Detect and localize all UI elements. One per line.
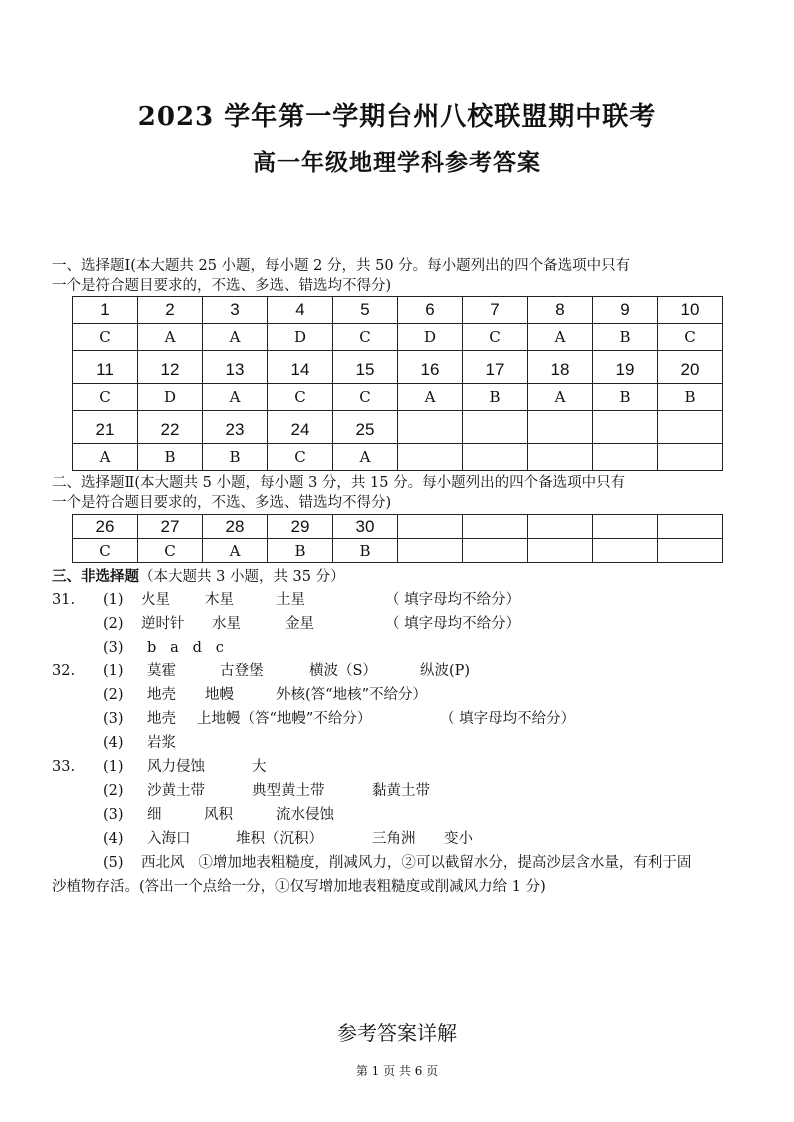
answer-cell: A	[138, 324, 203, 351]
question-number: 12	[138, 351, 203, 384]
question-number: 11	[73, 351, 138, 384]
answer-cell: A	[333, 444, 398, 471]
question-number: 7	[463, 297, 528, 324]
empty-cell	[463, 515, 528, 539]
question-number: 18	[528, 351, 593, 384]
question-number: 21	[73, 411, 138, 444]
empty-cell	[463, 444, 528, 471]
answer-text: 入海口	[147, 831, 191, 847]
question-number: 9	[593, 297, 658, 324]
section1-heading	[52, 256, 752, 296]
empty-cell	[528, 515, 593, 539]
page-number: 第 1 页 共 6 页	[355, 1064, 439, 1078]
answer-text: 典型黄土带	[252, 783, 325, 799]
table-row	[73, 324, 723, 351]
answer-cell: A	[73, 444, 138, 471]
question-number: 1	[73, 297, 138, 324]
answer-cell: C	[463, 324, 528, 351]
question-number: 29	[268, 515, 333, 539]
answer-cell: B	[333, 539, 398, 563]
answer-cell: B	[593, 324, 658, 351]
answer-text: 岩浆	[147, 735, 176, 751]
sub-question-tag: (3)	[103, 711, 124, 727]
q32-line1	[0, 661, 794, 681]
sub-question-tag: (1)	[103, 663, 124, 679]
q32-line2	[0, 685, 794, 705]
sub-question-tag: (4)	[103, 831, 124, 847]
answer-cell: C	[333, 324, 398, 351]
answer-cell: A	[203, 539, 268, 563]
question-number: 26	[73, 515, 138, 539]
answer-text: 木星	[205, 592, 234, 608]
question-number: 3	[203, 297, 268, 324]
table-row	[73, 539, 723, 563]
section3-heading-title: 三、非选择题	[52, 568, 139, 585]
answer-cell: B	[203, 444, 268, 471]
question-number: 28	[203, 515, 268, 539]
question-number: 23	[203, 411, 268, 444]
grading-note: （ 填字母均不给分）	[385, 616, 521, 632]
question-number: 4	[268, 297, 333, 324]
section1-heading-line2: 一个是符合题目要求的，不选、多选、错选均不得分)	[52, 278, 392, 294]
detail-heading: 参考答案详解	[337, 1021, 457, 1045]
answer-cell: A	[203, 324, 268, 351]
empty-cell	[528, 539, 593, 563]
question-number: 14	[268, 351, 333, 384]
grading-note: （ 填字母均不给分）	[385, 592, 521, 608]
table-row	[73, 411, 723, 444]
question-number: 24	[268, 411, 333, 444]
question-number: 27	[138, 515, 203, 539]
answer-cell: D	[268, 324, 333, 351]
sub-question-tag: (2)	[103, 687, 124, 703]
answer-cell: C	[268, 444, 333, 471]
answer-text: b a d c	[147, 640, 224, 656]
answer-text: 变小	[444, 831, 473, 847]
question-number: 19	[593, 351, 658, 384]
answer-cell: C	[333, 384, 398, 411]
answer-cell: C	[268, 384, 333, 411]
empty-cell	[398, 539, 463, 563]
sub-question-tag: (1)	[103, 759, 124, 775]
empty-cell	[658, 539, 723, 563]
answer-text: 火星	[141, 592, 170, 608]
answer-cell: B	[658, 384, 723, 411]
page-title: 2023 学年第一学期台州八校联盟期中联考	[137, 102, 657, 132]
empty-cell	[658, 444, 723, 471]
question-number: 20	[658, 351, 723, 384]
q33-line5	[0, 853, 794, 873]
section2-heading	[52, 473, 752, 513]
answer-text: 沙植物存活。(答出一个点给一分，①仅写增加地表粗糙度或削减风力给 1 分)	[52, 879, 546, 895]
grading-note: （ 填字母均不给分）	[440, 711, 576, 727]
answer-text: 水星	[212, 616, 241, 632]
q32-line4	[0, 733, 794, 753]
q33-line4	[0, 829, 794, 849]
answer-cell: C	[138, 539, 203, 563]
question-number: 22	[138, 411, 203, 444]
answer-cell: C	[73, 384, 138, 411]
section2-answer-table	[72, 514, 723, 563]
section1-answer-table	[72, 296, 723, 471]
q32-line3	[0, 709, 794, 729]
question-number: 13	[203, 351, 268, 384]
answer-text: 流水侵蚀	[276, 807, 334, 823]
answer-text: 金星	[285, 616, 314, 632]
empty-cell	[463, 411, 528, 444]
question-number: 17	[463, 351, 528, 384]
empty-cell	[528, 444, 593, 471]
answer-text: 细	[147, 807, 162, 823]
answer-cell: A	[528, 384, 593, 411]
table-row	[73, 384, 723, 411]
answer-cell: A	[528, 324, 593, 351]
answer-cell: C	[658, 324, 723, 351]
question-number: 16	[398, 351, 463, 384]
empty-cell	[593, 539, 658, 563]
answer-text: 沙黄土带	[147, 783, 205, 799]
empty-cell	[593, 411, 658, 444]
answer-cell: B	[138, 444, 203, 471]
answer-cell: B	[268, 539, 333, 563]
question-number: 33.	[52, 759, 76, 775]
sub-question-tag: (3)	[103, 640, 124, 656]
q33-line2	[0, 781, 794, 801]
empty-cell	[398, 444, 463, 471]
table-row	[73, 515, 723, 539]
answer-text: 横波（S）	[309, 663, 377, 679]
answer-cell: B	[593, 384, 658, 411]
sub-question-tag: (1)	[103, 592, 124, 608]
answer-text: 西北风 ①增加地表粗糙度，削减风力，②可以截留水分，提高沙层含水量，有利于固	[141, 855, 692, 871]
answer-text: 逆时针	[141, 616, 185, 632]
answer-cell: D	[138, 384, 203, 411]
table-row	[73, 297, 723, 324]
question-number: 32.	[52, 663, 76, 679]
section3-heading	[52, 567, 752, 587]
sub-question-tag: (5)	[103, 855, 124, 871]
empty-cell	[593, 444, 658, 471]
question-number: 15	[333, 351, 398, 384]
question-number: 2	[138, 297, 203, 324]
empty-cell	[528, 411, 593, 444]
empty-cell	[398, 411, 463, 444]
answer-text: 地幔	[205, 687, 234, 703]
answer-text: 土星	[276, 592, 305, 608]
empty-cell	[398, 515, 463, 539]
empty-cell	[593, 515, 658, 539]
answer-text: 外核(答“地核”不给分）	[276, 687, 427, 703]
empty-cell	[463, 539, 528, 563]
answer-text: 上地幔（答“地幔”不给分）	[197, 711, 372, 727]
sub-question-tag: (2)	[103, 616, 124, 632]
q33-line3	[0, 805, 794, 825]
answer-cell: A	[398, 384, 463, 411]
sub-question-tag: (4)	[103, 735, 124, 751]
question-number: 31.	[52, 592, 76, 608]
question-number: 8	[528, 297, 593, 324]
page-subtitle: 高一年级地理学科参考答案	[253, 149, 541, 176]
question-number: 5	[333, 297, 398, 324]
q33-line6	[0, 877, 794, 897]
question-number: 6	[398, 297, 463, 324]
q31-line2	[0, 614, 794, 634]
answer-text: 地壳	[147, 687, 176, 703]
answer-cell: B	[463, 384, 528, 411]
question-number: 10	[658, 297, 723, 324]
answer-text: 纵波(P)	[420, 663, 471, 679]
q31-line1	[0, 590, 794, 610]
answer-cell: D	[398, 324, 463, 351]
section1-heading-line1: 一、选择题Ⅰ(本大题共 25 小题，每小题 2 分，共 50 分。每小题列出的四个备选项中只有	[52, 258, 631, 274]
question-number: 30	[333, 515, 398, 539]
answer-text: 风力侵蚀	[147, 759, 205, 775]
answer-text: 地壳	[147, 711, 176, 727]
answer-text: 莫霍	[147, 663, 176, 679]
sub-question-tag: (3)	[103, 807, 124, 823]
q31-line3	[0, 638, 794, 658]
table-row	[73, 444, 723, 471]
empty-cell	[658, 515, 723, 539]
q33-line1	[0, 757, 794, 777]
answer-text: 三角洲	[372, 831, 416, 847]
section2-heading-line1: 二、选择题Ⅱ(本大题共 5 小题，每小题 3 分，共 15 分。每小题列出的四个备选项中只有	[52, 475, 626, 491]
sub-question-tag: (2)	[103, 783, 124, 799]
answer-text: 堆积（沉积）	[236, 831, 323, 847]
empty-cell	[658, 411, 723, 444]
answer-cell: C	[73, 324, 138, 351]
section2-heading-line2: 一个是符合题目要求的，不选、多选、错选均不得分)	[52, 495, 392, 511]
answer-cell: A	[203, 384, 268, 411]
answer-cell: C	[73, 539, 138, 563]
answer-text: 黏黄土带	[372, 783, 430, 799]
question-number: 25	[333, 411, 398, 444]
answer-text: 古登堡	[220, 663, 264, 679]
table-row	[73, 351, 723, 384]
section3-heading-note: （本大题共 3 小题，共 35 分）	[139, 569, 345, 585]
answer-text: 风积	[204, 807, 233, 823]
answer-text: 大	[252, 759, 267, 775]
